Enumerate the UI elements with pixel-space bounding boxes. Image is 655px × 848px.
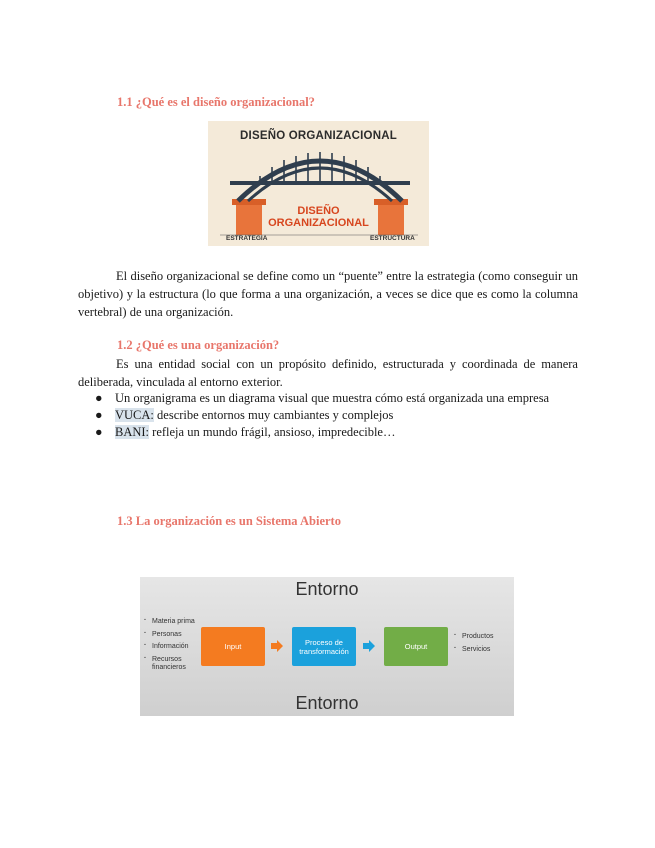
list-item [95,390,578,407]
list-item [95,424,578,441]
strategy-label: ESTRATEGIA [226,235,268,242]
process-node: Proceso de transformación [292,627,356,666]
bullet-term: VUCA: [115,408,154,422]
bullet-text: describe entornos muy cambiantes y complejos [153,408,394,422]
figure-title: DISEÑO ORGANIZACIONAL [240,130,397,142]
section-heading-1: 1.1 ¿Qué es el diseño organizacional? [117,95,315,109]
section-heading-3: 1.3 La organización es un Sistema Abierto [117,514,341,528]
input-item: · Información [144,643,198,652]
figure-subtitle-line2: ORGANIZACIONAL [268,217,369,229]
input-list [144,618,198,677]
bullet-text: refleja un mundo frágil, ansioso, impredecible… [149,425,396,439]
arrow-icon [363,640,375,652]
environment-bottom-label: Entorno [295,693,359,713]
bridge-figure [208,121,429,246]
output-item: · Productos [454,633,510,642]
structure-label: ESTRUCTURA [370,235,415,242]
arrow-icon [271,640,283,652]
output-item: · Servicios [454,646,510,655]
bullet-term: BANI: [115,425,150,439]
input-item: · Materia prima [144,618,198,627]
output-list [454,633,510,658]
figure-subtitle-line1: DISEÑO [297,205,340,217]
bullet-icon: ● [95,408,103,422]
open-system-diagram [140,577,514,716]
input-item: · Recursos financieros [144,656,198,673]
section-heading-2: 1.2 ¿Qué es una organización? [117,338,280,352]
bullet-icon: ● [95,391,103,405]
input-node: Input [201,627,265,666]
list-item [95,407,578,424]
input-item: · Personas [144,631,198,640]
figure-subtitle [208,205,429,229]
paragraph-diseno: El diseño organizacional se define como un “puente” entre la estrategia (como conseguir un objetivo) y la estructura (lo que forma a una organización, a veces se dice que es como la columna vertebral) de una organización. [78,269,578,319]
output-node: Output [384,627,448,666]
environment-top-label: Entorno [295,579,359,599]
bullet-text: Un organigrama es un diagrama visual que muestra cómo está organizada una empresa [115,391,550,405]
bullet-list [95,390,578,441]
bullet-icon: ● [95,425,103,439]
paragraph-organizacion: Es una entidad social con un propósito definido, estructurada y coordinada de manera deliberada, vinculada al entorno exterior. [78,357,578,389]
